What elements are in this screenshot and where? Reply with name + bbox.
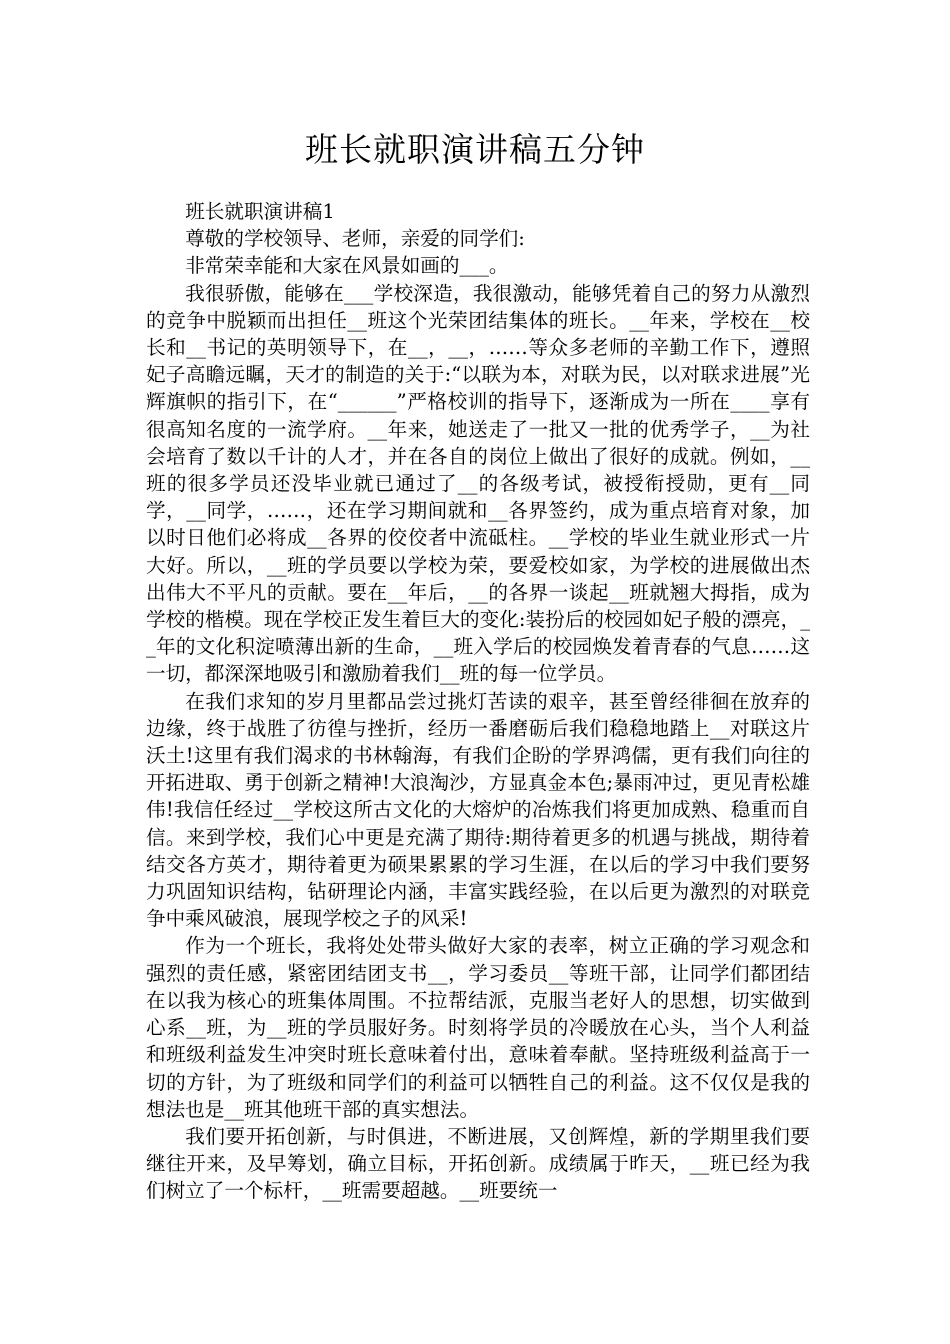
document-body [146, 198, 810, 1205]
salutation: 尊敬的学校领导、老师，亲爱的同学们: [185, 227, 525, 251]
document-title: 班长就职演讲稿五分钟 [305, 130, 645, 169]
speech-heading: 班长就职演讲稿1 [185, 200, 335, 223]
paragraph-school-intro: 我很骄傲，能够在___学校深造，我很激动，能够凭着自己的努力从激烈的竞争中脱颖而出担任__班这个光荣团结集体的班长。__年来，学校在__校长和__书记的英明领导下，在__，__，……等众多老师的辛勤工作下，遵照妃子高瞻远瞩，天才的制造的关于:“以联为本，对联为民，以对联求进展”光辉旗帜的指引下，在“______”严格校训的指导下，逐渐成为一所在____享有很高知名度的一流学府。__年来，她送走了一批又一批的优秀学子，__为社会培育了数以千计的人才，并在各自的岗位上做出了很好的成就。例如，__班的很多学员还没毕业就已通过了__的各级考试，被授衔授勋，更有__同学，__同学，……，还在学习期间就和__各界签约，成为重点培育对象，加以时日他们必将成__各界的佼佼者中流砥柱。__学校的毕业生就业形式一片大好。所以，__班的学员要以学校为荣，要爱校如家，为学校的进展做出杰出伟大不平凡的贡献。要在__年后，__的各界一谈起__班就翘大拇指，成为学校的楷模。现在学校正发生着巨大的变化:装扮后的校园如妃子般的漂亮，__年的文化积淀喷薄出新的生命，__班入学后的校园焕发着青春的气息……这一切，都深深地吸引和激励着我们__班的每一位学员。 [146, 281, 810, 686]
paragraph-innovation: 我们要开拓创新，与时俱进，不断进展，又创辉煌，新的学期里我们要继往开来，及早筹划，确立目标，开拓创新。成绩属于昨天，__班已经为我们树立了一个标杆，__班需要超越。__班要统一 [146, 1124, 810, 1203]
opening-line: 非常荣幸能和大家在风景如画的___。 [185, 254, 509, 278]
paragraph-study-years: 在我们求知的岁月里都品尝过挑灯苦读的艰辛，甚至曾经徘徊在放弃的边缘，终于战胜了彷徨与挫折，经历一番磨砺后我们稳稳地踏上__对联这片沃土!这里有我们渴求的书林翰海，有我们企盼的学界鸿儒，更有我们向往的开拓进取、勇于创新之精神!大浪淘沙，方显真金本色;暴雨冲过，更见青松雄伟!我信任经过__学校这所古文化的大熔炉的冶炼我们将更加成熟、稳重而自信。来到学校，我们心中更是充满了期待:期待着更多的机遇与挑战，期待着结交各方英才，期待着更为硕果累累的学习生涯，在以后的学习中我们要努力巩固知识结构，钻研理论内涵，丰富实践经验，在以后更为激烈的对联竞争中乘风破浪，展现学校之子的风采! [146, 689, 810, 931]
paragraph-monitor-duty: 作为一个班长，我将处处带头做好大家的表率，树立正确的学习观念和强烈的责任感，紧密团结团支书__，学习委员__等班干部，让同学们都团结在以我为核心的班集体周围。不拉帮结派，克服当老好人的思想，切实做到心系__班，为__班的学员服好务。时刻将学员的冷暖放在心头，当个人利益和班级利益发生冲突时班长意味着付出，意味着奉献。坚持班级利益高于一切的方针，为了班级和同学们的利益可以牺牲自己的利益。这不仅仅是我的想法也是__班其他班干部的真实想法。 [146, 934, 810, 1121]
